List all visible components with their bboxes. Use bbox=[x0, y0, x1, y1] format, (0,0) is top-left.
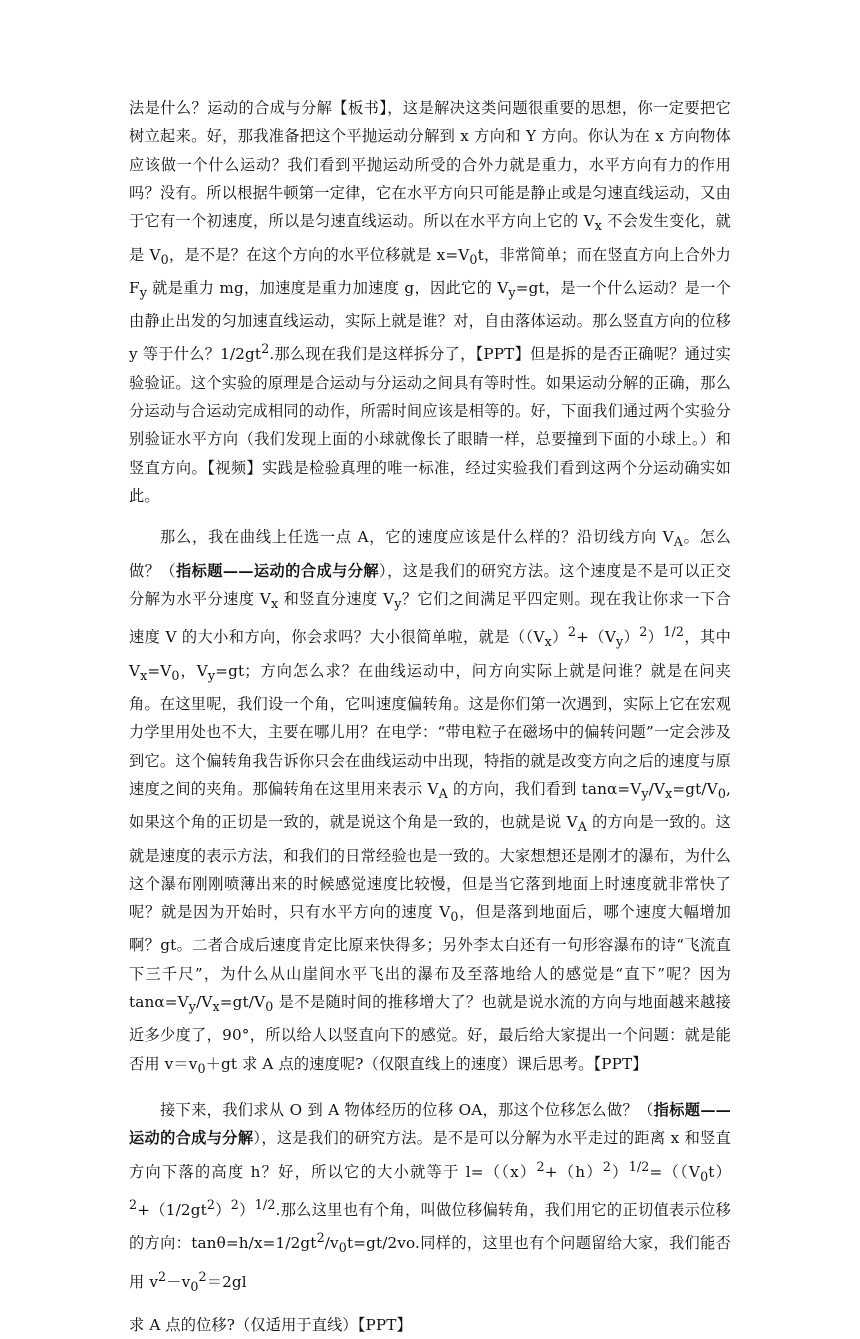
document-page bbox=[129, 94, 731, 1339]
paragraph-2: 那么，我在曲线上任选一点 A，它的速度应该是什么样的？沿切线方向 $V_A$。怎么做？（指标题——运动的合成与分解），这是我们的研究方法。这个速度是不是可以正交分解为水平分速度 $V_x$ 和竖直分速度 $V_y$？它们之间满足平四定则。现在我让你求一下合速度 V 的大小和方向，你会求吗？大小很简单啦，就是$((V_x)^2+(V_y)^2)^{1/2}$，其中 $V_x=V_0$，$V_y=gt$；方向怎么求？在曲线运动中，问方向实际上就是问谁？就是在问夹角。在这里呢，我们设一个角，它叫速度偏转角。这是你们第一次遇到，实际上它在宏观力学里用处也不大，主要在哪儿用？在电学：“带电粒子在磁场中的偏转问题”一定会涉及到它。这个偏转角我告诉你只会在曲线运动中出现，特指的就是改变方向之后的速度与原速度之间的夹角。那偏转角在这里用来表示 $V_A$ 的方向，我们看到 $\tan\alpha=V_y/V_x=gt/V_0$,如果这个角的正切是一致的，就是说这个角是一致的，也就是说 $V_A$ 的方向是一致的。这就是速度的表示方法，和我们的日常经验也是一致的。大家想想还是刚才的瀑布，为什么这个瀑布刚刚喷薄出来的时候感觉速度比较慢，但是当它落到地面上时速度就非常快了呢？就是因为开始时，只有水平方向的速度 $V_0$，但是落到地面后，哪个速度大幅增加啊？gt。二者合成后速度肯定比原来快得多；另外李太白还有一句形容瀑布的诗“飞流直下三千尺”，为什么从山崖间水平飞出的瀑布及至落地给人的感觉是“直下”呢？因为 $\tan\alpha=V_y/V_x=gt/V_0$ 是不是随时间的推移增大了？也就是说水流的方向与地面越来越接近多少度了，90°，所以给人以竖直向下的感觉。好，最后给大家提出一个问题：就是能否用 $v=v_0+gt$ 求 A 点的速度呢?（仅限直线上的速度）课后思考。【PPT】 bbox=[129, 528, 732, 1076]
paragraph-1: 法是什么？运动的合成与分解【板书】，这是解决这类问题很重要的思想，你一定要把它树立起来。好，那我准备把这个平抛运动分解到 x 方向和 Y 方向。你认为在 x 方向物体应该做一个什么运动？我们看到平抛运动所受的合外力就是重力，水平方向有力的作用吗？没有。所以根据牛顿第一定律，它在水平方向只可能是静止或是匀速直线运动，又由于它有一个初速度，所以是匀速直线运动。所以在水平方向上它的 $V_x$ 不会发生变化，就是 $V_0$，是不是？在这个方向的水平位移就是 $x=V_0t$，非常简单；而在竖直方向上合外力 $F_y$ 就是重力 mg，加速度是重力加速度 g，因此它的 $V_y=gt$，是一个什么运动？是一个由静止出发的匀加速直线运动，实际上就是谁？对，自由落体运动。那么竖直方向的位移 y 等于什么？$1/2gt^2$.那么现在我们是这样拆分了，【PPT】但是拆的是否正确呢？通过实验验证。这个实验的原理是合运动与分运动之间具有等时性。如果运动分解的正确，那么分运动与合运动完成相同的动作，所需时间应该是相等的。好，下面我们通过两个实验分别验证水平方向（我们发现上面的小球就像长了眼睛一样，总要撞到下面的小球上。）和竖直方向。【视频】实践是检验真理的唯一标准，经过实验我们看到这两个分运动确实如此。 bbox=[129, 99, 731, 506]
paragraph-3: 接下来，我们求从 O 到 A 物体经历的位移 OA，那这个位移怎么做？（指标题——运动的合成与分解），这是我们的研究方法。是不是可以分解为水平走过的距离 x 和竖直方向下落的高度 h？好，所以它的大小就等于 $l=((x)^2+(h)^2)^{1/2}=((V_0t)^2+(1/2gt^2)^2)^{1/2}$.那么这里也有个角，叫做位移偏转角，我们用它的正切值表示位移的方向：$\tan\theta=h/x=1/2gt^2/v_0t=gt/2vo$.同样的，这里也有个问题留给大家，我们能否用 $v^2-v_0^2=2gl$ bbox=[129, 1101, 732, 1294]
paragraph-4: 求 A 点的位移?（仅适用于直线）【PPT】 bbox=[129, 1316, 412, 1335]
